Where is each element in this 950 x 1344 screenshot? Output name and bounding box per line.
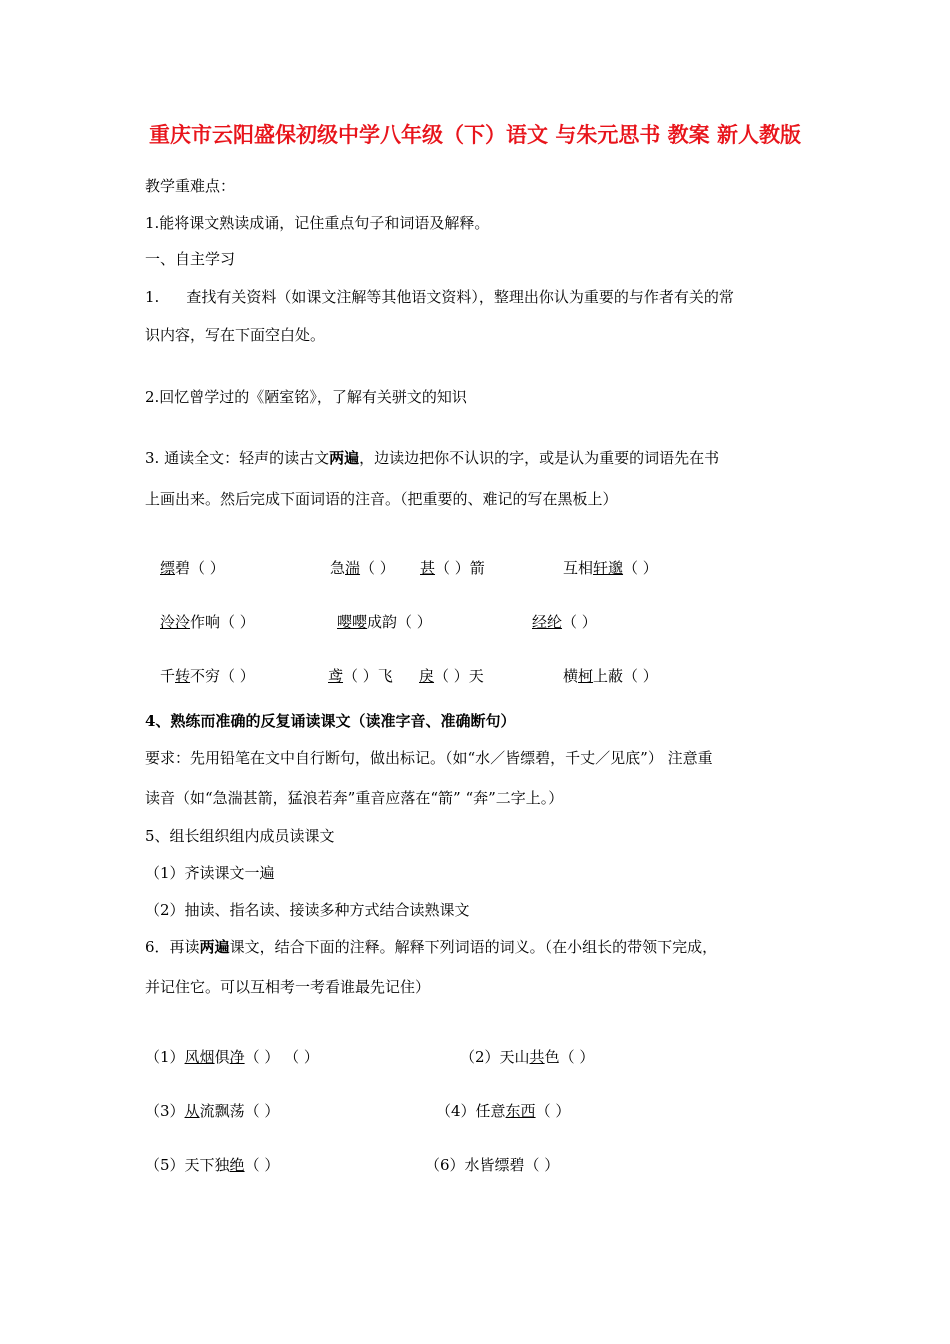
pinyin-prefix: 千 [160, 667, 176, 685]
vocab-mid: 俱 [214, 1048, 230, 1066]
pinyin-blank: 作响（ ） [190, 613, 255, 631]
vocab-prefix: （4）任意 [436, 1102, 506, 1120]
vocab-item-1 [145, 1047, 319, 1067]
task-3-line-1 [145, 448, 719, 468]
task-3-line-2: 上画出来。然后完成下面词语的注音。（把重要的、难记的写在黑板上） [145, 490, 618, 508]
vocab-item-6 [425, 1155, 559, 1175]
pinyin-blank: 成韵（ ） [367, 613, 432, 631]
pinyin-blank: （ ） [623, 559, 658, 577]
task-3-text-post: ，边读边把你不认识的字，或是认为重要的词语先在书 [359, 449, 720, 467]
pinyin-target: 湍 [345, 559, 361, 577]
task-6-line-1 [145, 937, 717, 957]
task-3-emphasis: 两遍 [329, 449, 360, 467]
pinyin-target: 柯 [578, 667, 594, 685]
task-4-requirement-2: 读音（如“急湍甚箭，猛浪若奔”重音应落在“箭” “奔”二字上。） [145, 789, 564, 807]
goal-1: 1.能将课文熟读成诵，记住重点句子和词语及解释。 [145, 214, 490, 232]
pinyin-target: 缥 [160, 559, 176, 577]
pinyin-target: 经纶 [532, 613, 563, 631]
pinyin-target: 轩邈 [593, 559, 624, 577]
task-6-line-2: 并记住它。可以互相考一考看谁最先记住） [145, 978, 431, 996]
task-1-text: 查找有关资料（如课文注解等其他语文资料），整理出你认为重要的与作者有关的常 [186, 288, 734, 306]
pinyin-blank: （ ）飞 [343, 667, 393, 685]
task-1-line-2: 识内容，写在下面空白处。 [145, 326, 326, 344]
vocab-prefix: （1） [145, 1048, 185, 1066]
task-1-number: 1. [145, 288, 160, 306]
pinyin-blank: 不穷（ ） [190, 667, 255, 685]
task-6-text-post: 课文，结合下面的注释。解释下列词语的词义。（在小组长的带领下完成， [229, 938, 718, 956]
pinyin-item [160, 558, 225, 578]
pinyin-blank: 上蔽（ ） [593, 667, 658, 685]
pinyin-item [160, 666, 255, 686]
task-5-item-2: （2）抽读、指名读、接读多种方式结合读熟课文 [145, 901, 470, 919]
page-title: 重庆市云阳盛保初级中学八年级（下）语文 与朱元思书 教案 新人教版 [149, 123, 801, 147]
pinyin-prefix: 互相 [563, 559, 594, 577]
vocab-blank: （ ） （ ） [244, 1048, 319, 1066]
vocab-prefix: （5）天下独 [145, 1156, 230, 1174]
vocab-text: （6）水皆缥碧（ ） [425, 1156, 560, 1174]
section-heading-self-study: 一、自主学习 [145, 250, 236, 268]
pinyin-target: 泠泠 [160, 613, 191, 631]
task-5-heading: 5、组长组织组内成员读课文 [145, 827, 335, 845]
vocab-target: 净 [229, 1048, 245, 1066]
pinyin-item [532, 612, 597, 632]
task-4-heading: 4、熟练而准确的反复诵读课文（读准字音、准确断句） [145, 712, 516, 730]
goal-heading: 教学重难点： [145, 177, 236, 195]
vocab-target: 东西 [505, 1102, 536, 1120]
pinyin-target: 鸢 [328, 667, 344, 685]
pinyin-item [160, 612, 255, 632]
task-4-requirement-1: 要求：先用铅笔在文中自行断句，做出标记。（如“水／皆缥碧，千丈／见底”） 注意重 [145, 749, 713, 767]
pinyin-target: 转 [175, 667, 191, 685]
pinyin-blank: 碧（ ） [175, 559, 225, 577]
task-3-text-pre: 3. 通读全文：轻声的读古文 [145, 449, 330, 467]
vocab-blank: 流飘荡（ ） [199, 1102, 280, 1120]
pinyin-blank: （ ）箭 [435, 559, 485, 577]
vocab-blank: 色（ ） [544, 1048, 595, 1066]
task-5-item-1: （1）齐读课文一遍 [145, 864, 275, 882]
vocab-blank: （ ） [244, 1156, 280, 1174]
pinyin-blank: （ ） [360, 559, 395, 577]
pinyin-blank: （ ）天 [434, 667, 484, 685]
vocab-target: 从 [184, 1102, 200, 1120]
vocab-target: 绝 [229, 1156, 245, 1174]
pinyin-item [328, 666, 393, 686]
vocab-prefix: （2）天山 [460, 1048, 530, 1066]
pinyin-prefix: 横 [563, 667, 579, 685]
pinyin-item [337, 612, 432, 632]
pinyin-item [420, 558, 485, 578]
pinyin-target: 戾 [419, 667, 435, 685]
vocab-target: 风烟 [184, 1048, 215, 1066]
vocab-item-3 [145, 1101, 279, 1121]
task-6-text-pre: 6．再读 [145, 938, 200, 956]
pinyin-item [330, 558, 395, 578]
pinyin-target: 甚 [420, 559, 436, 577]
task-2: 2.回忆曾学过的《陋室铭》，了解有关骈文的知识 [145, 388, 467, 406]
task-1-line-1 [145, 287, 734, 307]
pinyin-blank: （ ） [562, 613, 597, 631]
vocab-item-5 [145, 1155, 279, 1175]
pinyin-target: 嘤嘤 [337, 613, 368, 631]
vocab-item-2 [460, 1047, 594, 1067]
task-6-emphasis: 两遍 [199, 938, 230, 956]
pinyin-item [563, 558, 658, 578]
pinyin-prefix: 急 [330, 559, 346, 577]
pinyin-item [419, 666, 484, 686]
vocab-item-4 [436, 1101, 570, 1121]
vocab-blank: （ ） [535, 1102, 571, 1120]
vocab-target: 共 [529, 1048, 545, 1066]
vocab-prefix: （3） [145, 1102, 185, 1120]
pinyin-item [563, 666, 658, 686]
